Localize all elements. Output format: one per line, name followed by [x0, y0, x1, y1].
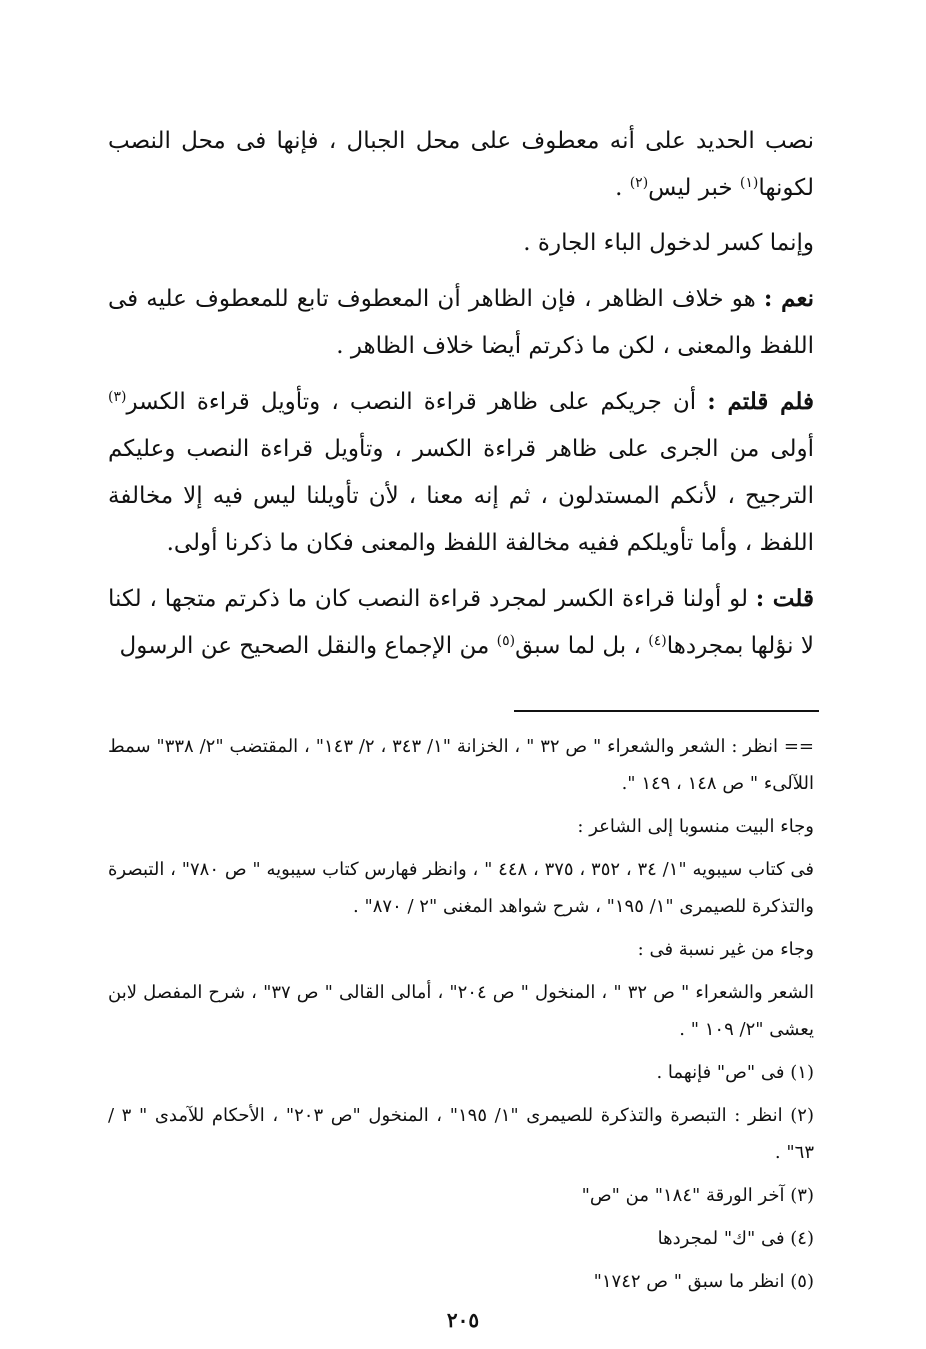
keyword-naam: نعم :	[763, 285, 814, 312]
footnote-continuation: الشعر والشعراء " ص ٣٢ " ، المنخول " ص ٢٠٤" ، أمالى القالى " ص ٣٧" ، شرح المفصل لابن يعشى "٢/ ١٠٩ " .	[108, 982, 815, 1040]
footnote-ref-2: (٢)	[629, 175, 649, 191]
footnote-continuation: وجاء من غير نسبة فى :	[637, 939, 814, 960]
footnote-separator	[514, 710, 819, 712]
footnote-1: (١) فى "ص" فإنهما .	[656, 1062, 814, 1083]
footnote-continuation: == انظر : الشعر والشعراء " ص ٣٢ " ، الخزانة "١/ ٣٤٣ ، ٢/ ١٤٣" ، المقتضب "٢/ ٣٣٨" سمط اللآلىء " ص ١٤٨ ، ١٤٩ ".	[108, 736, 814, 794]
paragraph-5: قلت : لو أولنا قراءة الكسر لمجرد قراءة النصب كان ما ذكرتم متجها ، لكنا لا نؤلها بمجردها$^{(٤)}$ ، بل لما سبق$^{(٥)}$ من الإجماع والنقل الصحيح عن الرسول	[108, 585, 814, 659]
paragraph-4: فلم قلتم : أن جريكم على ظاهر قراءة النصب ، وتأويل قراءة الكسر$^{(٣)}$ أولى من الجرى على ظاهر قراءة الكسر ، وتأويل قراءة النصب وعليكم الترجيح ، لأنكم المستدلون ، ثم إنه معنا ، لأن تأويلنا ليس فيه إلا مخالفة اللفظ ، وأما تأويلكم ففيه مخالفة اللفظ والمعنى فكان ما ذكرنا أولى.	[108, 388, 814, 556]
footnote-4: (٤) فى "ك" لمجردها	[657, 1228, 814, 1249]
footnote-2: (٢) انظر : التبصرة والتذكرة للصيمرى "١/ ١٩٥" ، المنخول "ص ٢٠٣" ، الأحكام للآمدى " ٣ / ٦٣" .	[108, 1105, 814, 1163]
footnote-ref-1: (١)	[739, 175, 759, 191]
main-text	[108, 118, 814, 678]
paragraph-3: نعم : هو خلاف الظاهر ، فإن الظاهر أن المعطوف تابع للمعطوف عليه فى اللفظ والمعنى ، لكن ما ذكرتم أيضا خلاف الظاهر .	[108, 285, 814, 359]
footnotes	[108, 728, 814, 1306]
footnote-continuation: وجاء البيت منسوبا إلى الشاعر :	[577, 816, 814, 837]
footnote-ref-4: (٤)	[648, 633, 667, 649]
footnote-5: (٥) انظر ما سبق " ص ١٧٤٢"	[593, 1271, 814, 1292]
footnote-ref-5: (٥)	[496, 633, 516, 649]
page-number: ٢٠٥	[446, 1308, 480, 1332]
paragraph-1: نصب الحديد على أنه معطوف على محل الجبال ، فإنها فى محل النصب لكونها$^{(١)}$ خبر ليس$^{(٢)}$ .	[108, 128, 814, 201]
footnote-ref-3: (٣)	[108, 389, 127, 405]
footnote-3: (٣) آخر الورقة "١٨٤" من "ص"	[581, 1185, 814, 1206]
keyword-qultu: قلت :	[755, 585, 814, 612]
keyword-falim-qultum: فلم قلتم :	[707, 388, 814, 415]
paragraph-2: وإنما كسر لدخول الباء الجارة .	[523, 230, 814, 256]
footnote-continuation: فى كتاب سيبويه "١/ ٣٤ ، ٣٥٢ ، ٣٧٥ ، ٤٤٨ " ، وانظر فهارس كتاب سيبويه " ص ٧٨٠" ، التبصرة والتذكرة للصيمرى "١/ ١٩٥" ، شرح شواهد المغنى "٢ / ٨٧٠" .	[108, 859, 814, 917]
